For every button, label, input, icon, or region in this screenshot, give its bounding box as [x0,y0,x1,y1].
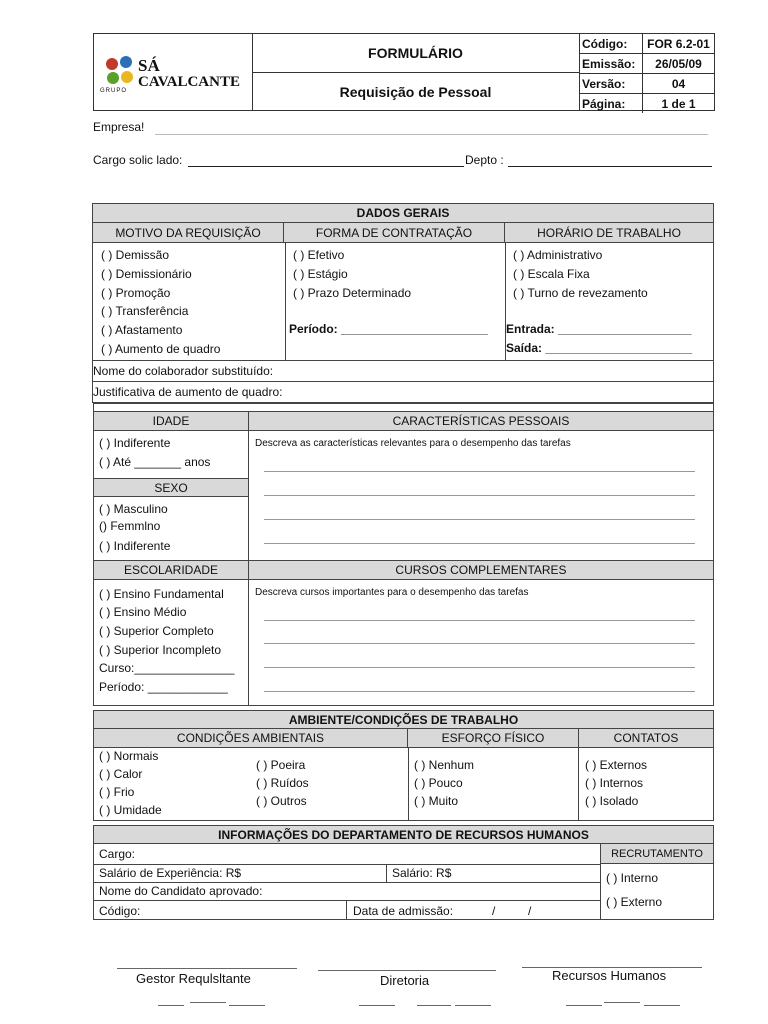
date-separator: / [492,904,496,918]
company-logo [94,34,253,110]
forma-header: FORMA DE CONTRATAÇÃO [284,223,505,243]
meta-value: 04 [671,76,686,91]
checkbox-option[interactable]: ( ) Normais [99,749,159,763]
date-line[interactable] [644,1005,680,1006]
condicoes-header: CONDIÇÕES AMBIENTAIS [94,729,408,748]
recrutamento-header: RECRUTAMENTO [601,844,713,864]
date-separator: / [528,904,532,918]
form-header [93,33,715,111]
meta-key: Código: [579,34,643,53]
sexo-header: SEXO [94,478,248,497]
checkbox-option[interactable]: ( ) Indiferente [99,539,171,553]
salario-field[interactable]: Salário: R$ [392,866,452,880]
depto-field[interactable] [508,166,712,167]
rh-title: INFORMAÇÕES DO DEPARTAMENTO DE RECURSOS HUMANOS [94,826,713,844]
cursos-hint: Descreva cursos importantes para o desempenho das tarefas [255,587,529,598]
checkbox-option[interactable]: ( ) Demissionário [101,267,192,281]
form-subtitle: Requisição de Pessoal [339,83,492,100]
checkbox-option[interactable]: () Femmlno [99,519,161,533]
checkbox-option[interactable]: ( ) Afastamento [101,323,183,337]
empresa-label: Empresa! [93,120,145,134]
checkbox-option[interactable]: ( ) Masculino [99,502,168,516]
checkbox-option[interactable]: ( ) Aumento de quadro [101,342,221,356]
checkbox-option[interactable]: ( ) Frio [99,785,135,799]
caracteristicas-hint: Descreva as características relevantes para o desempenho das tarefas [255,438,571,449]
checkbox-option[interactable]: ( ) Efetivo [293,248,345,262]
codigo-field[interactable]: Código: [99,904,141,918]
logo-grupo: GRUPO [100,88,128,94]
checkbox-option[interactable]: ( ) Turno de revezamento [513,286,648,300]
checkbox-option[interactable]: ( ) Umidade [99,803,162,817]
signature-label: Gestor Requlsltante [136,971,251,986]
escolaridade-header: ESCOLARIDADE [94,560,248,580]
date-line[interactable] [190,1002,226,1003]
logo-cavalcante: CAVALCANTE [138,74,240,90]
checkbox-option[interactable]: ( ) Outros [256,794,307,808]
checkbox-option[interactable]: ( ) Superior Completo [99,624,214,638]
checkbox-option[interactable]: ( ) Pouco [414,776,463,790]
entrada-field[interactable]: Entrada: ____________________ [506,322,692,336]
checkbox-option[interactable]: ( ) Prazo Determinado [293,286,412,300]
checkbox-option[interactable]: ( ) Externos [585,758,648,772]
caracteristicas-header: CARACTERÍSTICAS PESSOAIS [249,411,713,431]
signature-label: Recursos Humanos [552,968,667,983]
checkbox-option[interactable]: ( ) Calor [99,767,143,781]
signature-label: Diretoria [380,973,430,988]
rh-cargo-field[interactable]: Cargo: [99,847,136,861]
cargo-field[interactable] [188,166,464,167]
form-title: FORMULÁRIO [252,34,579,73]
checkbox-option[interactable]: ( ) Promoção [101,286,171,300]
date-line[interactable] [417,1005,451,1006]
document-meta [579,34,714,113]
ambiente-title: AMBIENTE/CONDIÇÕES DE TRABALHO [94,711,713,729]
date-line[interactable] [604,1002,640,1003]
date-line[interactable] [359,1005,395,1006]
meta-value: FOR 6.2-01 [647,36,710,51]
contatos-header: CONTATOS [579,729,713,748]
empresa-field[interactable] [155,134,708,135]
meta-value: 26/05/09 [655,56,702,71]
meta-key: Página: [579,94,643,113]
checkbox-option[interactable]: ( ) Poeira [256,758,306,772]
date-line[interactable] [455,1005,491,1006]
logo-icon [102,54,138,90]
dados-gerais-title: DADOS GERAIS [93,204,713,223]
checkbox-option[interactable]: ( ) Interno [606,871,659,885]
checkbox-option[interactable]: ( ) Externo [606,895,663,909]
checkbox-option[interactable]: ( ) Nenhum [414,758,475,772]
date-line[interactable] [229,1005,265,1006]
esforco-header: ESFORÇO FÍSICO [408,729,579,748]
checkbox-option[interactable]: ( ) Estágio [293,267,348,281]
periodo-escolar-field[interactable]: Período: ____________ [99,680,228,694]
date-line[interactable] [566,1005,602,1006]
meta-value: 1 de 1 [661,96,696,111]
justificativa-field[interactable]: Justificativa de aumento de quadro: [93,385,283,399]
horario-header: HORÁRIO DE TRABALHO [505,223,713,243]
checkbox-option[interactable]: ( ) Indiferente [99,436,171,450]
nome-candidato-field[interactable]: Nome do Candidato aprovado: [99,884,263,898]
salario-exp-field[interactable]: Salário de Experiência: R$ [99,866,242,880]
checkbox-option[interactable]: ( ) Demissão [101,248,170,262]
curso-field[interactable]: Curso:_______________ [99,661,235,675]
nome-colaborador-field[interactable]: Nome do colaborador substituído: [93,364,274,378]
date-line[interactable] [158,1005,184,1006]
periodo-field[interactable]: Período: ______________________ [289,322,488,336]
depto-label: Depto : [465,153,504,167]
checkbox-option[interactable]: ( ) Internos [585,776,644,790]
motivo-header: MOTIVO DA REQUISIÇÃO [93,223,284,243]
signature-line[interactable] [318,970,496,971]
cargo-label: Cargo solic lado: [93,153,183,167]
meta-key: Versão: [579,74,643,93]
cursos-header: CURSOS COMPLEMENTARES [249,560,713,580]
checkbox-option[interactable]: ( ) Escala Fixa [513,267,590,281]
checkbox-option[interactable]: ( ) Muito [414,794,459,808]
idade-header: IDADE [94,411,248,431]
checkbox-option[interactable]: ( ) Isolado [585,794,639,808]
checkbox-option[interactable]: ( ) Até _______ anos [99,455,211,469]
checkbox-option[interactable]: ( ) Ensino Fundamental [99,587,224,601]
signature-line[interactable] [117,968,297,969]
data-admissao-field[interactable]: Data de admissão: [353,904,454,918]
checkbox-option[interactable]: ( ) Administrativo [513,248,603,262]
checkbox-option[interactable]: ( ) Transferência [101,304,189,318]
saida-field[interactable]: Saída: ______________________ [506,341,693,355]
meta-key: Emissão: [579,54,643,73]
logo-sa: SÁ [138,56,160,75]
checkbox-option[interactable]: ( ) Superior Incompleto [99,643,222,657]
checkbox-option[interactable]: ( ) Ensino Médio [99,605,187,619]
checkbox-option[interactable]: ( ) Ruídos [256,776,309,790]
